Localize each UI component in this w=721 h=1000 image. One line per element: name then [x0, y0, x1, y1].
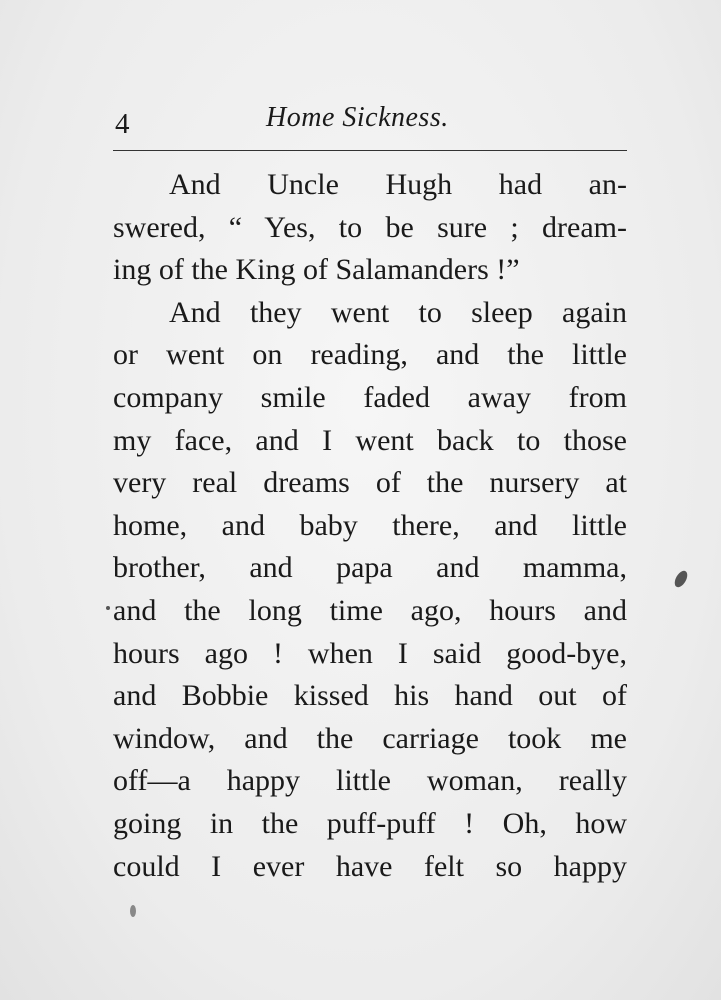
text-line: window, and the carriage took me: [113, 721, 627, 755]
text-line: company smile faded away from: [113, 380, 627, 414]
running-head: Home Sickness.: [266, 102, 449, 133]
ink-speck: [672, 569, 690, 590]
text-line: and Bobbie kissed his hand out of: [113, 679, 627, 713]
ink-speck: [106, 606, 110, 610]
text-line: hours ago ! when I said good-bye,: [113, 636, 627, 670]
text-line: or went on reading, and the little: [113, 338, 627, 372]
header-rule: [113, 150, 627, 151]
page-header: [113, 98, 628, 146]
page-number: 4: [115, 108, 130, 140]
text-line: brother, and papa and mamma,: [113, 551, 627, 585]
text-line: very real dreams of the nursery at: [113, 466, 627, 500]
text-line: my face, and I went back to those: [113, 423, 627, 457]
text-line: home, and baby there, and little: [113, 508, 627, 542]
text-line: could I ever have felt so happy: [113, 849, 627, 883]
body-text: [113, 164, 627, 888]
text-line: ing of the King of Salamanders !”: [113, 253, 520, 287]
text-line: and the long time ago, hours and: [113, 593, 627, 627]
ink-speck: [130, 905, 136, 917]
text-line: going in the puff-puff ! Oh, how: [113, 806, 627, 840]
text-line: off—a happy little woman, really: [113, 764, 627, 798]
text-line: And they went to sleep again: [169, 295, 627, 329]
text-line: swered, “ Yes, to be sure ; dream-: [113, 210, 627, 244]
text-line: And Uncle Hugh had an-: [169, 168, 627, 201]
